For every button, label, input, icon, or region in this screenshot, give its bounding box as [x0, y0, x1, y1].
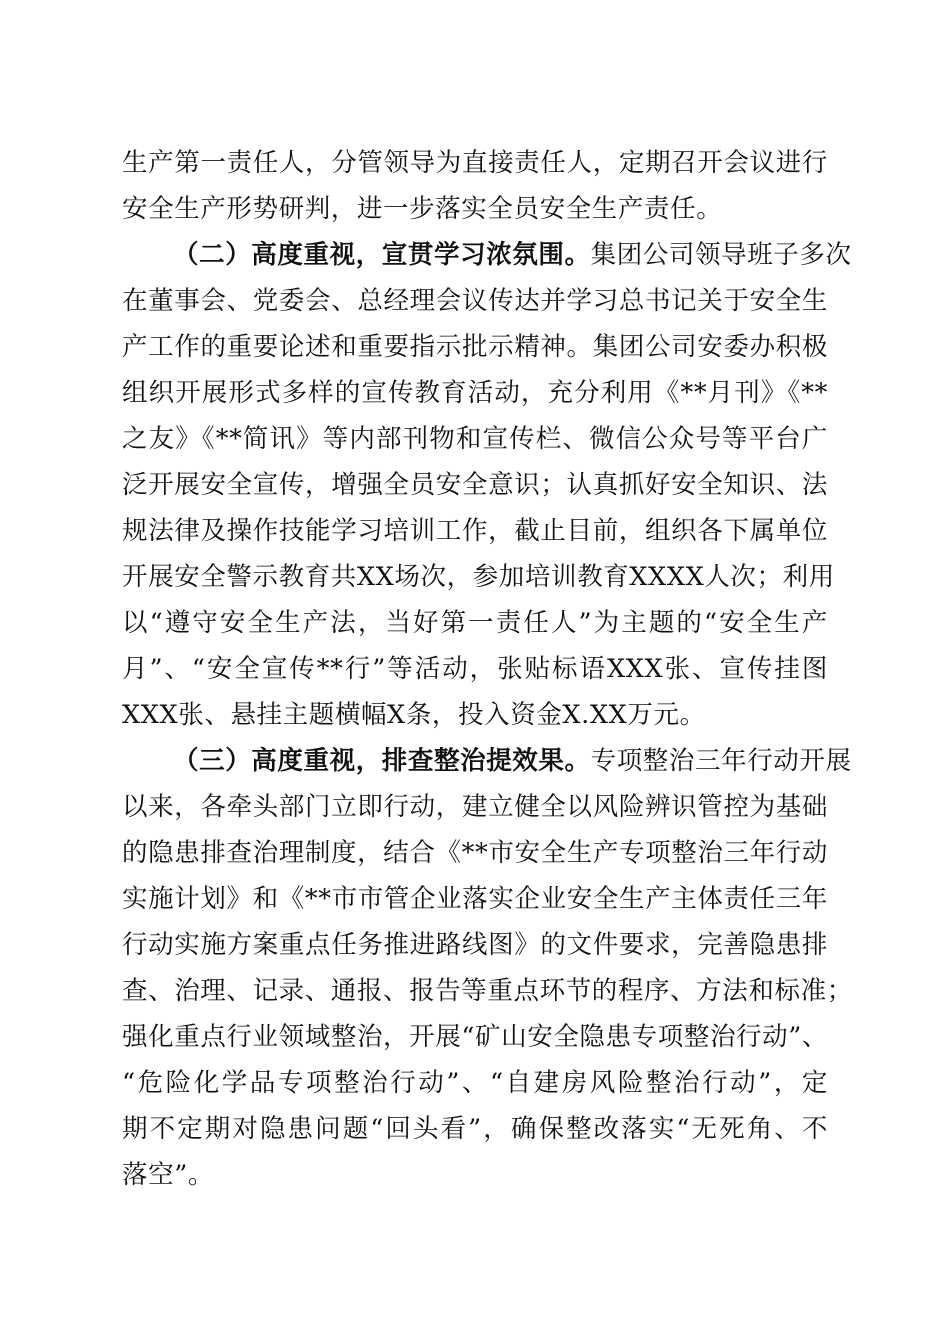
paragraph-publicity-education — [122, 232, 852, 738]
text-line — [122, 738, 852, 784]
document-page — [122, 140, 853, 1198]
text-line: 以来，各牵头部门立即行动，建立健全以风险辨识管控为基础 — [122, 792, 828, 822]
text-line: 查、治理、记录、通报、报告等重点环节的程序、方法和标准； — [122, 976, 853, 1006]
paragraph-hazard-rectification — [122, 738, 853, 1198]
text-line: 规法律及操作技能学习培训工作，截止目前，组织各下属单位 — [122, 516, 828, 546]
text-line: 行动实施方案重点任务推进路线图》的文件要求，完善隐患排 — [122, 930, 828, 960]
section-heading: （二）高度重视，宣贯学习浓氛围。 — [173, 240, 591, 270]
text-run: 专项整治三年行动开展 — [590, 746, 852, 776]
text-line: 落空”。 — [122, 1160, 214, 1190]
text-line: 之友》《**简讯》等内部刊物和宣传栏、微信公众号等平台广 — [122, 424, 828, 454]
text-line: 在董事会、党委会、总经理会议传达并学习总书记关于安全生 — [122, 286, 828, 316]
text-line — [122, 232, 852, 278]
text-line: 期不定期对隐患问题“回头看”，确保整改落实“无死角、不 — [122, 1114, 828, 1144]
text-line: “危险化学品专项整治行动”、“自建房风险整治行动”，定 — [122, 1068, 828, 1098]
section-heading: （三）高度重视，排查整治提效果。 — [173, 746, 591, 776]
text-line: 月”、“安全宣传**行”等活动，张贴标语XXX张、宣传挂图 — [122, 654, 828, 684]
text-run: 集团公司领导班子多次 — [590, 240, 852, 270]
text-line: 开展安全警示教育共XX场次，参加培训教育XXXX人次；利用 — [122, 562, 835, 592]
text-line: 组织开展形式多样的宣传教育活动，充分利用《**月刊》《** — [122, 378, 828, 408]
text-line: 生产第一责任人，分管领导为直接责任人，定期召开会议进行 — [122, 148, 828, 178]
text-line: 泛开展安全宣传，增强全员安全意识；认真抓好安全知识、法 — [122, 470, 828, 500]
paragraph-responsibility-continuation — [122, 140, 828, 232]
text-line: 强化重点行业领域整治，开展“矿山安全隐患专项整治行动”、 — [122, 1022, 828, 1052]
text-line: 产工作的重要论述和重要指示批示精神。集团公司安委办积极 — [122, 332, 828, 362]
text-line: 以“遵守安全生产法，当好第一责任人”为主题的“安全生产 — [122, 608, 828, 638]
text-line: 实施计划》和《**市市管企业落实企业安全生产主体责任三年 — [122, 884, 828, 914]
text-line: 的隐患排查治理制度，结合《**市安全生产专项整治三年行动 — [122, 838, 828, 868]
text-line: XXX张、悬挂主题横幅X条，投入资金X.XX万元。 — [122, 700, 706, 730]
text-line: 安全生产形势研判，进一步落实全员安全生产责任。 — [122, 194, 723, 224]
